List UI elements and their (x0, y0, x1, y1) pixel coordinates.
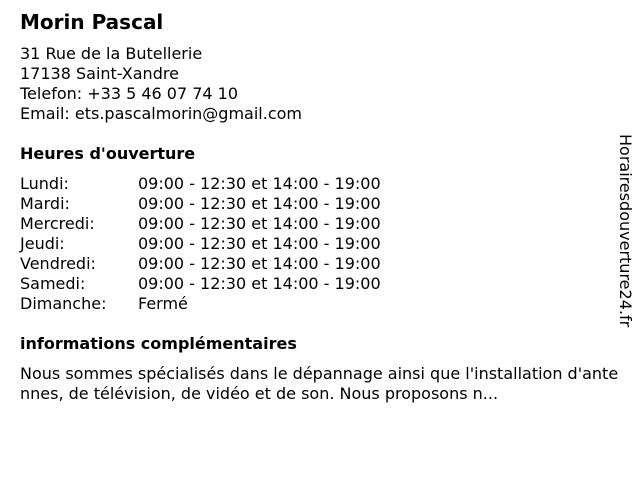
hours-row-saturday (20, 274, 440, 294)
hours-row-sunday (20, 294, 440, 314)
day-hours: 09:00 - 12:30 et 14:00 - 19:00 (138, 174, 381, 193)
day-hours: 09:00 - 12:30 et 14:00 - 19:00 (138, 234, 381, 253)
street-address: 31 Rue de la Butellerie (20, 44, 203, 63)
phone-number: Telefon: +33 5 46 07 74 10 (20, 84, 239, 103)
day-label: Lundi: (20, 174, 69, 193)
hours-row-friday (20, 254, 440, 274)
day-label: Mercredi: (20, 214, 95, 233)
day-hours: 09:00 - 12:30 et 14:00 - 19:00 (138, 194, 381, 213)
day-label: Vendredi: (20, 254, 96, 273)
day-hours: 09:00 - 12:30 et 14:00 - 19:00 (138, 274, 381, 293)
opening-hours-list (20, 174, 440, 314)
site-watermark: Horairesdouverture24.fr (616, 134, 635, 328)
hours-row-thursday (20, 234, 440, 254)
day-hours: 09:00 - 12:30 et 14:00 - 19:00 (138, 254, 381, 273)
hours-heading: Heures d'ouverture (20, 144, 196, 163)
contact-block (20, 44, 302, 124)
hours-row-tuesday (20, 194, 440, 214)
email-address: Email: ets.pascalmorin@gmail.com (20, 104, 302, 123)
day-label: Jeudi: (20, 234, 65, 253)
day-hours: 09:00 - 12:30 et 14:00 - 19:00 (138, 214, 381, 233)
hours-row-monday (20, 174, 440, 194)
additional-info-heading: informations complémentaires (20, 334, 297, 353)
additional-info-text: Nous sommes spécialisés dans le dépannage ainsi que l'installation d'antennes, de télévision, de vidéo et de son. Nous proposons n... (20, 364, 619, 403)
hours-row-wednesday (20, 214, 440, 234)
day-label: Mardi: (20, 194, 70, 213)
city-address: 17138 Saint-Xandre (20, 64, 179, 83)
business-name: Morin Pascal (20, 10, 164, 34)
day-label: Samedi: (20, 274, 86, 293)
day-hours: Fermé (138, 294, 188, 313)
day-label: Dimanche: (20, 294, 107, 313)
